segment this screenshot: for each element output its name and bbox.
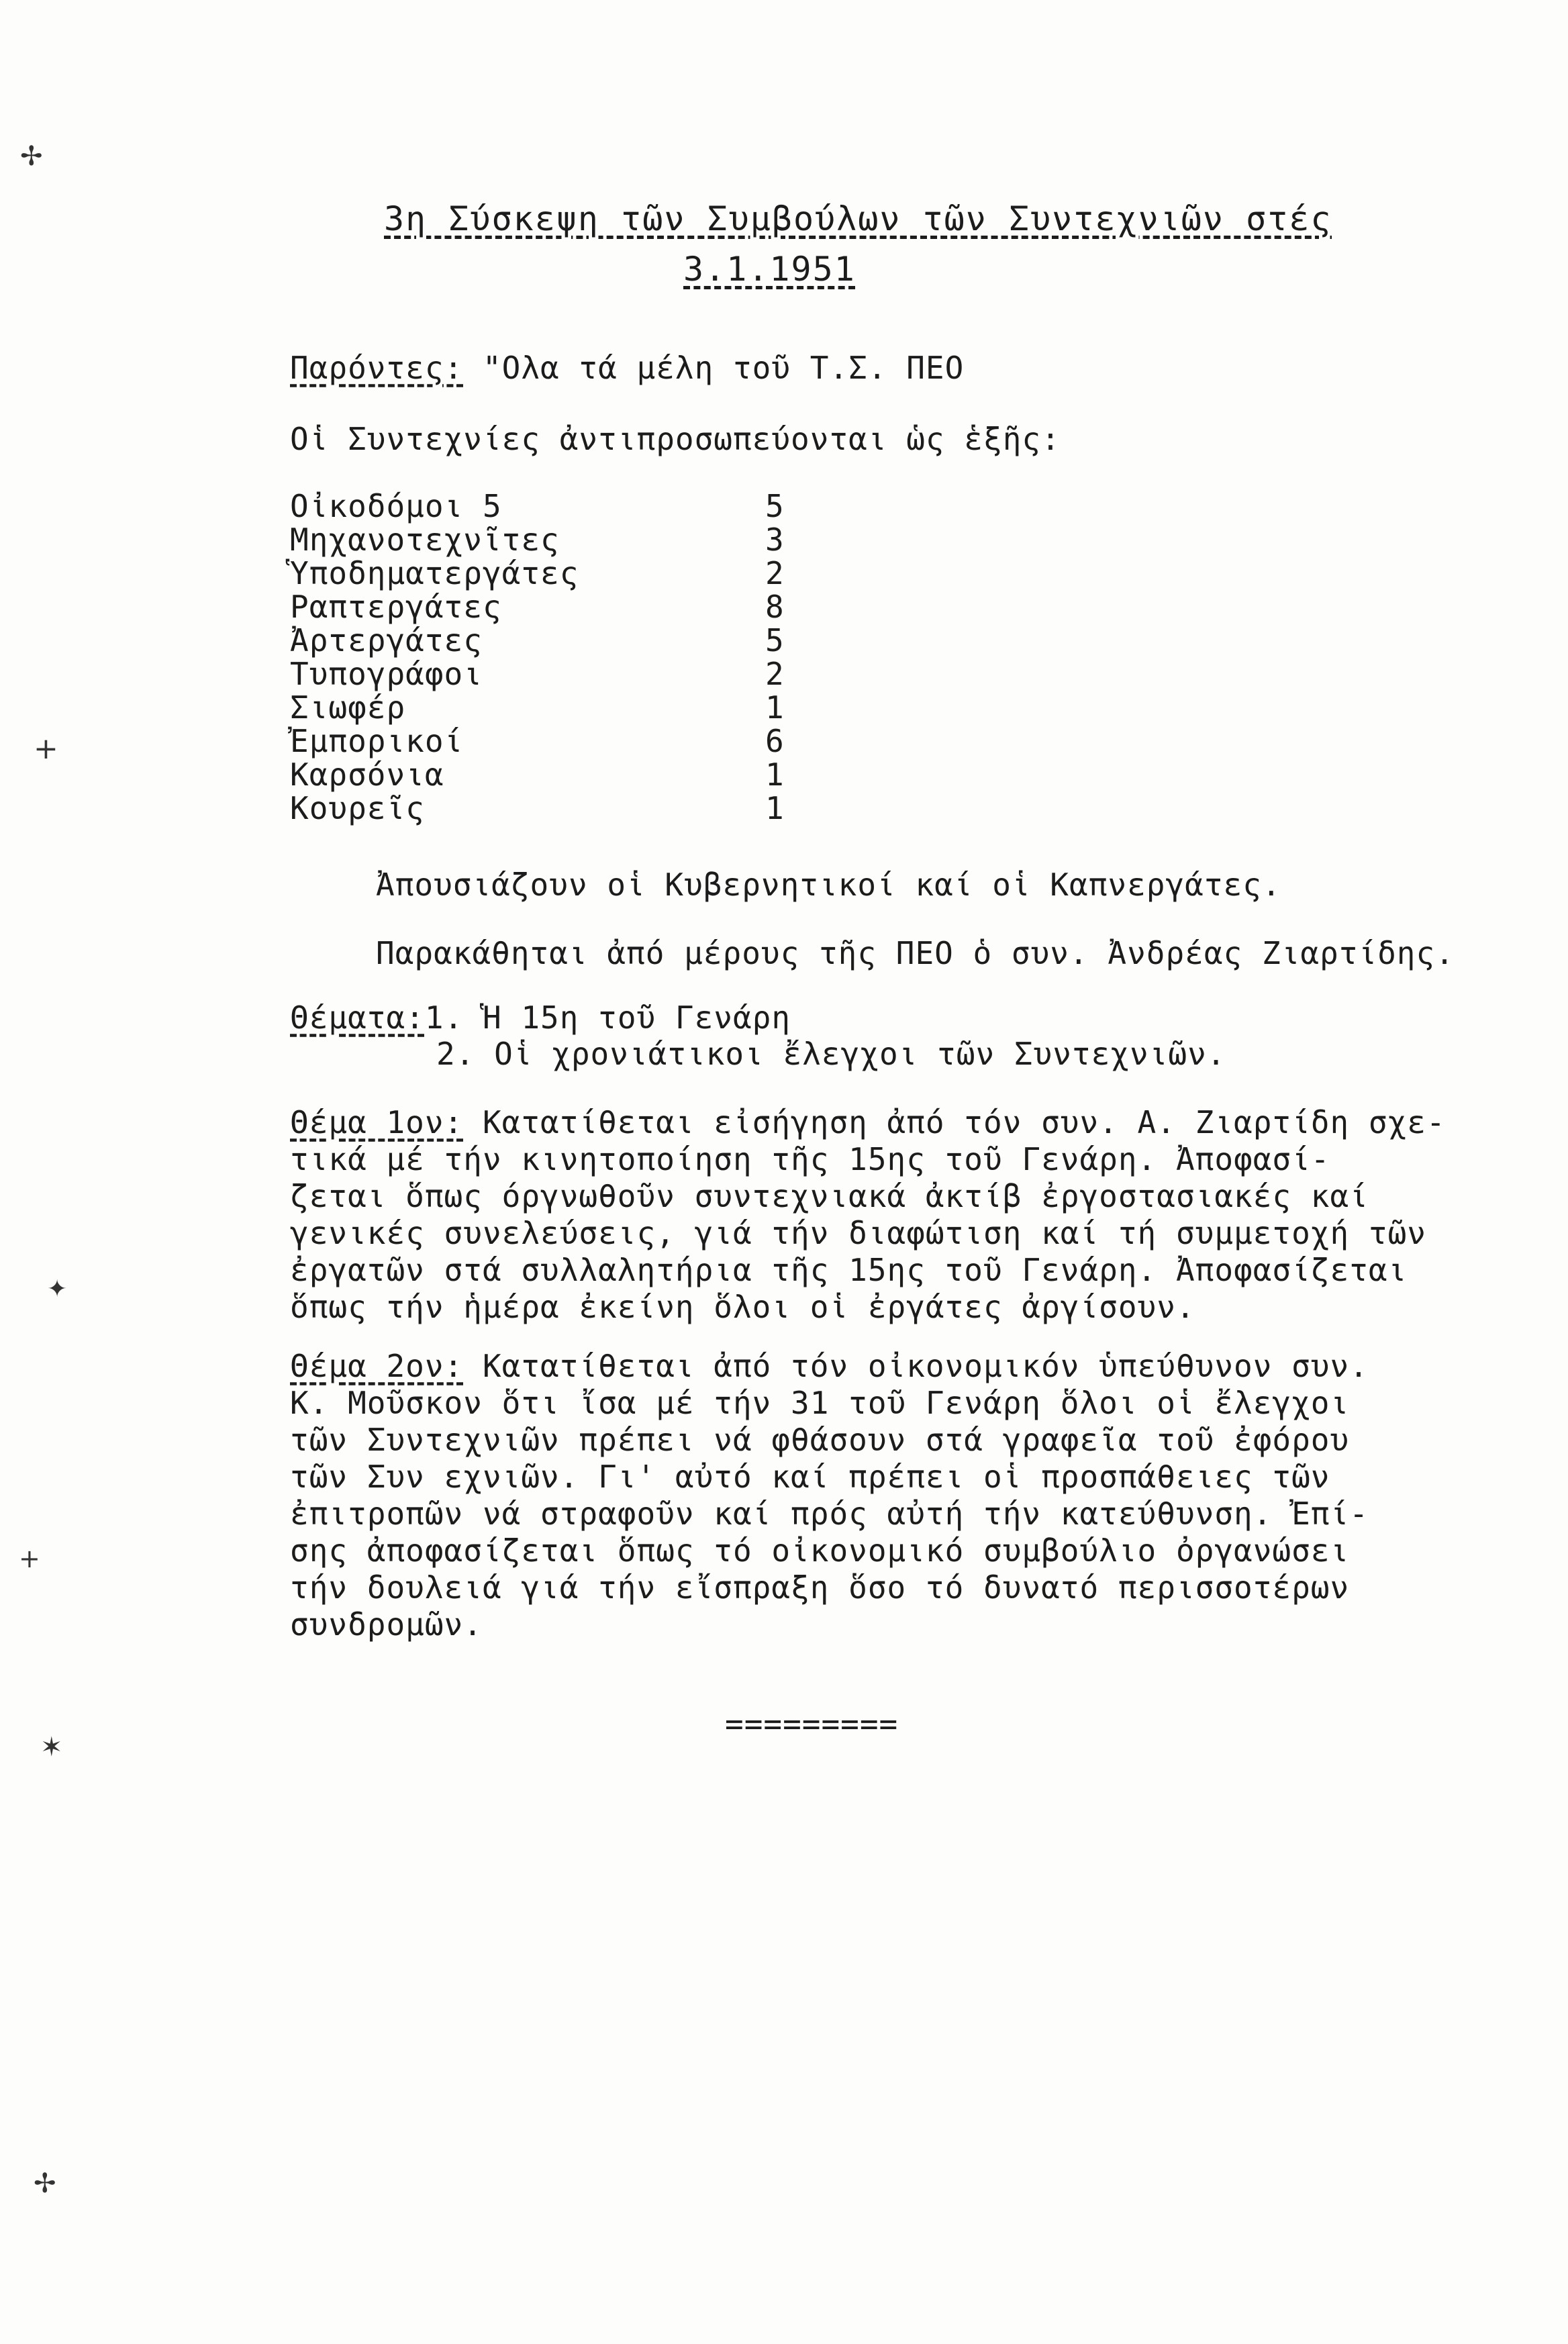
topic1-line-5: ἐργατῶν στά συλλαλητήρια τῆς 15ης τοῦ Γενάρη. Ἀποφασίζεται [290, 1252, 1408, 1288]
topic2-line-5: ἐπιτροπῶν νά στραφοῦν καί πρός αὐτή τήν κατεύθυνση. Ἐπί- [290, 1496, 1369, 1532]
present-line [290, 349, 964, 387]
topics-label: Θέματα: [290, 999, 425, 1036]
topic2-label: Θέμα 2ον: [290, 1348, 464, 1384]
topic2-line-1: Θέμα 2ον: Κατατίθεται ἀπό τόν οἰκονομικόν ὑπεύθυνον συν. [290, 1348, 1369, 1384]
union-count: 1 [765, 756, 785, 793]
represented-intro: Οἱ Συντεχνίες ἀντιπροσωπεύονται ὡς ἑξῆς: [290, 421, 1061, 457]
union-name: Ὑποδηματεργάτες [290, 555, 579, 591]
topic2-line-2: Κ. Μοῦσκον ὅτι ἴσα μέ τήν 31 τοῦ Γενάρη ὅλοι οἱ ἔλεγχοι [290, 1385, 1350, 1421]
topic1-label: Θέμα 1ον: [290, 1104, 464, 1140]
topic1-line-3: ζεται ὅπως όργνωθοῦν συντεχνιακά ἀκτίβ ἐργοστασιακές καί [290, 1178, 1369, 1214]
union-name: Ραπτεργάτες [290, 589, 502, 625]
union-count: 8 [765, 589, 785, 625]
union-name: Μηχανοτεχνῖτες [290, 522, 560, 558]
union-name: Οἰκοδόμοι 5 [290, 488, 502, 524]
union-name: Ἀρτεργάτες [290, 622, 483, 658]
document-date: 3.1.1951 [683, 250, 856, 289]
topic1-line-4: γενικές συνελεύσεις, γιά τήν διαφώτιση καί τή συμμετοχή τῶν [290, 1215, 1426, 1251]
topic-item-2: 2. Οἱ χρονιάτικοι ἔλεγχοι τῶν Συντεχνιῶν. [436, 1036, 1226, 1072]
union-name: Τυπογράφοι [290, 656, 483, 692]
union-count: 3 [765, 522, 785, 558]
scan-speck: ✢ [34, 2168, 56, 2199]
attending-line: Παρακάθηται ἀπό μέρους τῆς ΠΕΟ ὁ συν. Ἀνδρέας Ζιαρτίδης. [376, 935, 1455, 971]
present-label: Παρόντες: [290, 350, 464, 386]
topics-line-1 [290, 999, 791, 1036]
union-count: 5 [765, 488, 785, 524]
union-count: 6 [765, 723, 785, 759]
scan-speck: ✢ [20, 141, 43, 172]
topic-item-1: 1. Ἡ 15η τοῦ Γενάρη [424, 999, 791, 1036]
scan-speck: + [19, 1544, 40, 1573]
document-title: 3η Σύσκεψη τῶν Συμβούλων τῶν Συντεχνιῶν στές [384, 199, 1332, 238]
union-count: 2 [765, 656, 785, 692]
topic2-line-7: τήν δουλειά γιά τήν εἴσπραξη ὅσο τό δυνατό περισσοτέρων [290, 1569, 1350, 1606]
topic2-line-4: τῶν Συν εχνιῶν. Γι' αὐτό καί πρέπει οἱ προσπάθειες τῶν [290, 1459, 1330, 1495]
union-count: 1 [765, 689, 785, 726]
topic2-line-6: σης ἀποφασίζεται ὅπως τό οἰκονομικό συμβούλιο ὀργανώσει [290, 1532, 1350, 1569]
topic2-line-8: συνδρομῶν. [290, 1606, 483, 1643]
union-count: 1 [765, 790, 785, 826]
present-text: "Ολα τά μέλη τοῦ Τ.Σ. ΠΕΟ [482, 350, 965, 386]
absent-line: Ἀπουσιάζουν οἱ Κυβερνητικοί καί οἱ Καπνεργάτες. [376, 867, 1281, 903]
end-marker: ========= [725, 1706, 899, 1742]
union-name: Κουρεῖς [290, 790, 425, 826]
scan-speck: ✦ [47, 1275, 68, 1303]
scan-speck: + [34, 732, 58, 766]
scan-speck: ✶ [40, 1732, 63, 1763]
union-name: Καρσόνια [290, 756, 444, 793]
union-name: Ἐμπορικοί [290, 723, 464, 759]
topic1-line-6: ὅπως τήν ἡμέρα ἐκείνη ὅλοι οἱ ἐργάτες ἀργίσουν. [290, 1289, 1195, 1325]
topic1-line-1: Θέμα 1ον: Κατατίθεται εἰσήγηση ἀπό τόν συν. Α. Ζιαρτίδη σχε- [290, 1104, 1446, 1140]
topic1-line-2: τικά μέ τήν κινητοποίηση τῆς 15ης τοῦ Γενάρη. Ἀποφασί- [290, 1141, 1330, 1177]
topic2-line-3: τῶν Συντεχνιῶν πρέπει νά φθάσουν στά γραφεῖα τοῦ ἐφόρου [290, 1422, 1350, 1458]
union-name: Σιωφέρ [290, 689, 406, 726]
union-count: 5 [765, 622, 785, 658]
union-count: 2 [765, 555, 785, 591]
